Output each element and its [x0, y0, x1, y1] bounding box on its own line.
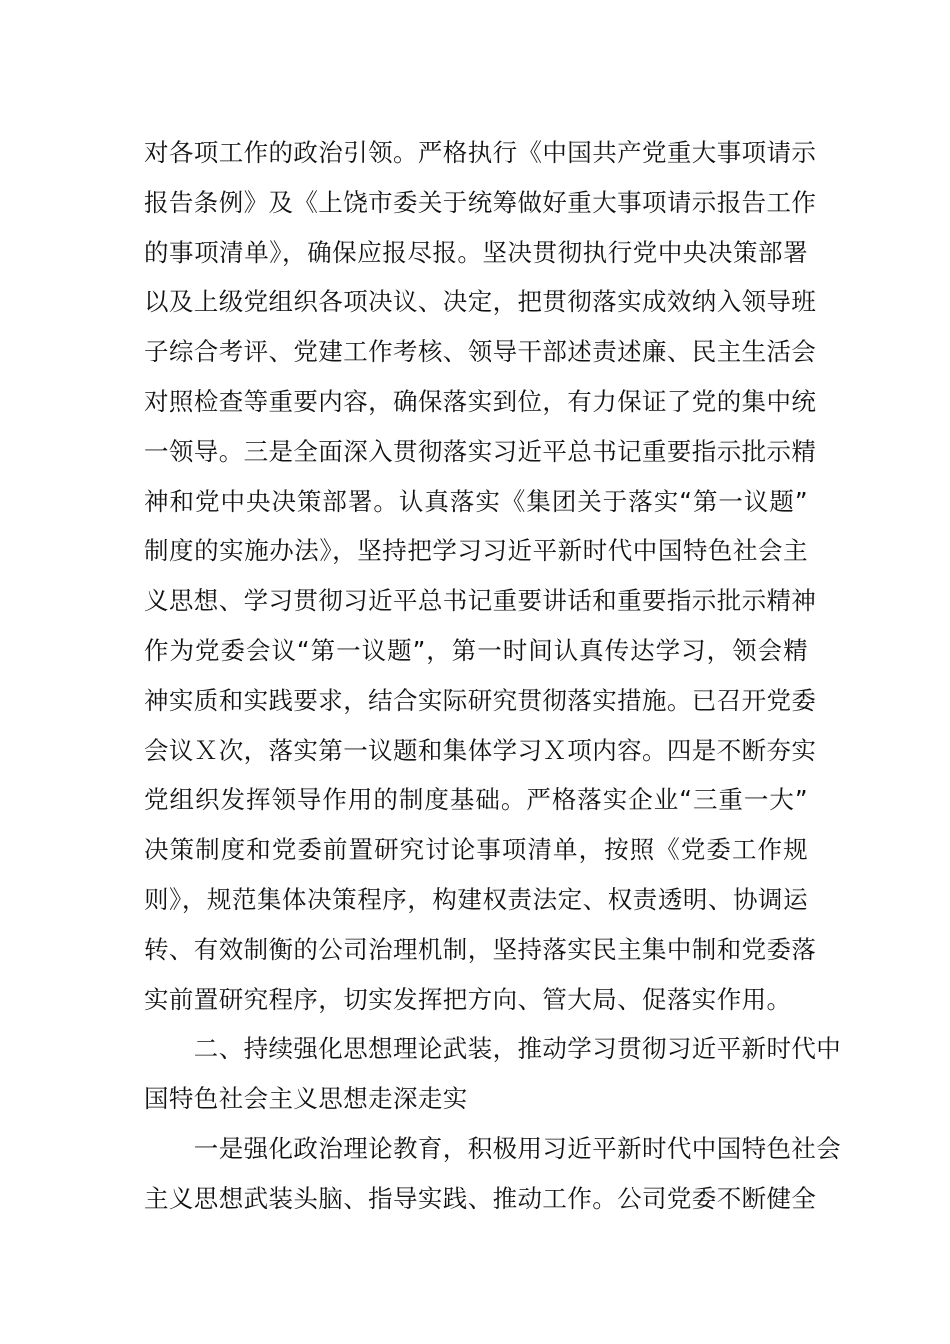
text-line: 以及上级党组织各项决议、决定，把贯彻落实成效纳入领导班 [144, 287, 817, 317]
section-heading-line: 国特色社会主义思想走深走实 [144, 1084, 468, 1114]
text-line: 主义思想武装头脑、指导实践、推动工作。公司党委不断健全 [144, 1183, 817, 1213]
text-line: 的事项清单》，确保应报尽报。坚决贯彻执行党中央决策部署 [144, 237, 808, 267]
text-line: 神和党中央决策部署。认真落实《集团关于落实“第一议题” [144, 486, 808, 516]
text-line: 决策制度和党委前置研究讨论事项清单，按照《党委工作规 [144, 835, 808, 865]
text-line: 报告条例》及《上饶市委关于统筹做好重大事项请示报告工作 [144, 187, 817, 217]
text-line: 对各项工作的政治引领。严格执行《中国共产党重大事项请示 [144, 138, 817, 167]
text-line: 一是强化政治理论教育，积极用习近平新时代中国特色社会 [144, 1133, 842, 1163]
text-line: 子综合考评、党建工作考核、领导干部述责述廉、民主生活会 [144, 337, 817, 367]
text-line: 义思想、学习贯彻习近平总书记重要讲话和重要指示批示精神 [144, 586, 817, 616]
body-text [144, 128, 842, 1224]
section-heading-line: 二、持续强化思想理论武装，推动学习贯彻习近平新时代中 [144, 1034, 842, 1064]
text-line: 对照检查等重要内容，确保落实到位，有力保证了党的集中统 [144, 386, 817, 416]
text-line: 则》，规范集体决策程序，构建权责法定、权责透明、协调运 [144, 884, 808, 914]
text-line: 一领导。三是全面深入贯彻落实习近平总书记重要指示批示精 [144, 436, 817, 466]
text-line: 实前置研究程序，切实发挥把方向、管大局、促落实作用。 [144, 984, 792, 1014]
text-line: 转、有效制衡的公司治理机制，坚持落实民主集中制和党委落 [144, 934, 817, 964]
text-line: 神实质和实践要求，结合实际研究贯彻落实措施。已召开党委 [144, 685, 817, 715]
text-line: 党组织发挥领导作用的制度基础。严格落实企业“三重一大” [144, 785, 808, 815]
text-line: 会议Ｘ次，落实第一议题和集体学习Ｘ项内容。四是不断夯实 [144, 735, 817, 765]
text-line: 制度的实施办法》，坚持把学习习近平新时代中国特色社会主 [144, 536, 808, 566]
text-line: 作为党委会议“第一议题”，第一时间认真传达学习，领会精 [144, 635, 808, 665]
